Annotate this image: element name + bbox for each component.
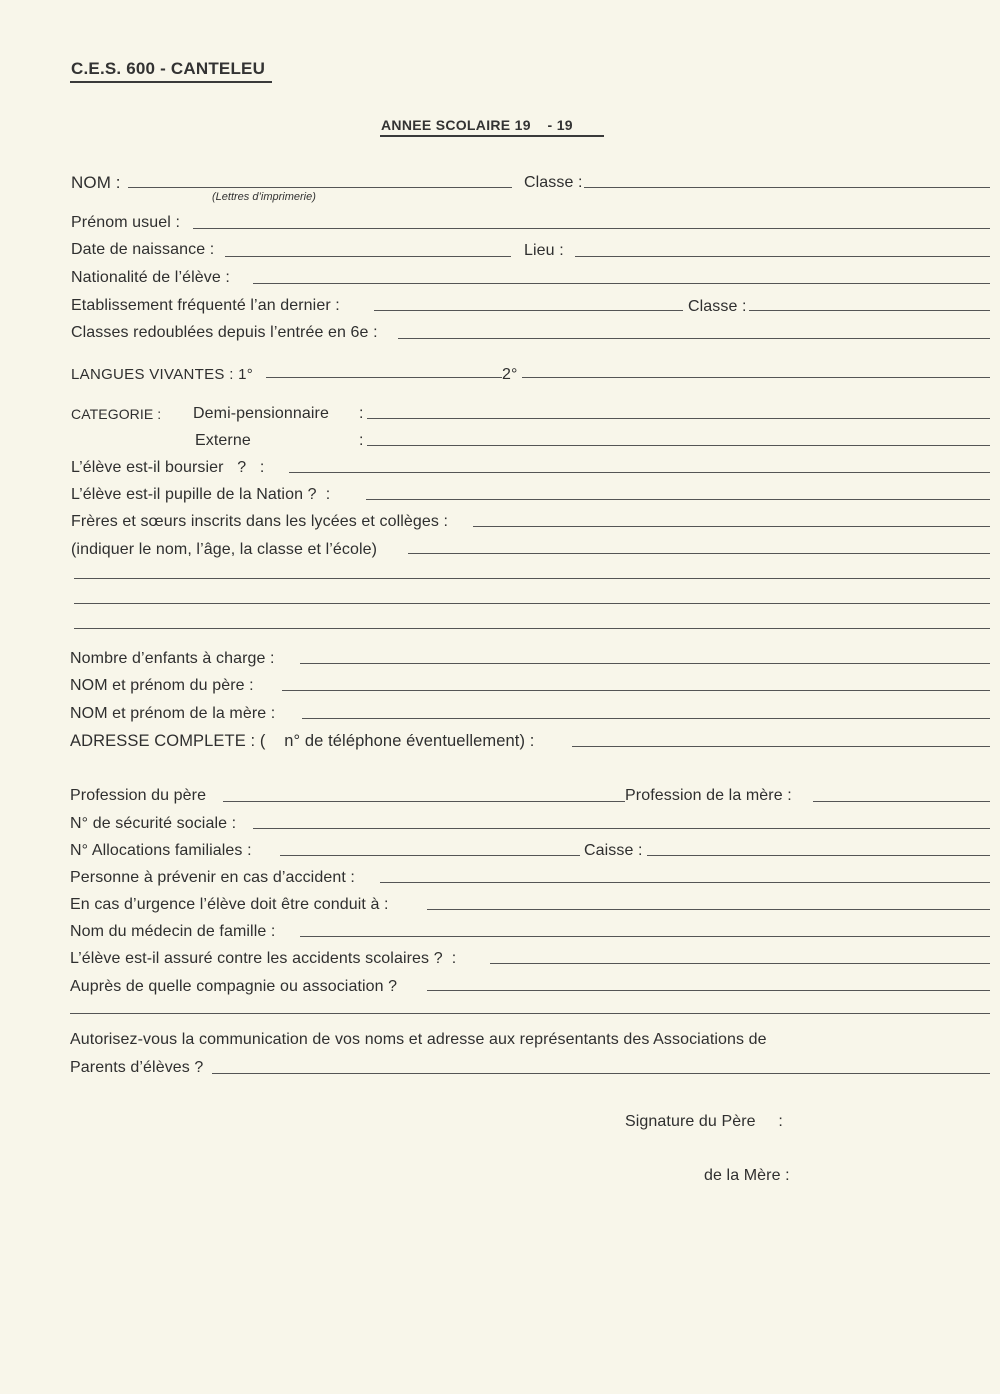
assure-line[interactable] bbox=[490, 963, 990, 964]
prenom-label: Prénom usuel : bbox=[71, 214, 181, 231]
compagnie-line[interactable] bbox=[427, 990, 990, 991]
profession-mere-line[interactable] bbox=[813, 801, 990, 802]
mere-line[interactable] bbox=[302, 718, 990, 719]
school-name: C.E.S. 600 - CANTELEU bbox=[71, 59, 266, 78]
school-name-underline bbox=[70, 81, 272, 83]
pere-label: NOM et prénom du père : bbox=[70, 677, 254, 694]
nom-label: NOM : bbox=[71, 173, 121, 192]
externe-label: Externe bbox=[195, 432, 251, 449]
nationalite-line[interactable] bbox=[253, 283, 990, 284]
redoublees-line[interactable] bbox=[398, 338, 990, 339]
langue1-line[interactable] bbox=[266, 377, 502, 378]
categorie-label: CATEGORIE : bbox=[71, 406, 162, 422]
securite-label: N° de sécurité sociale : bbox=[70, 815, 237, 832]
allocations-line[interactable] bbox=[280, 855, 580, 856]
parents-line[interactable] bbox=[212, 1073, 990, 1074]
caisse-label: Caisse : bbox=[584, 842, 643, 859]
pere-line[interactable] bbox=[282, 690, 990, 691]
school-year-underline bbox=[380, 135, 604, 137]
assure-label: L’élève est-il assuré contre les accidents scolaires ? : bbox=[70, 950, 457, 967]
freres-extra-line-2[interactable] bbox=[74, 603, 990, 604]
langue2-line[interactable] bbox=[522, 377, 990, 378]
medecin-line[interactable] bbox=[300, 936, 990, 937]
enfants-label: Nombre d’enfants à charge : bbox=[70, 650, 275, 667]
classe2-label: Classe : bbox=[688, 298, 747, 315]
caisse-line[interactable] bbox=[647, 855, 990, 856]
allocations-label: N° Allocations familiales : bbox=[70, 842, 252, 859]
compagnie-extra-line[interactable] bbox=[70, 1013, 990, 1014]
langues-label: LANGUES VIVANTES : 1° bbox=[71, 366, 254, 383]
freres-extra-line-3[interactable] bbox=[74, 628, 990, 629]
securite-line[interactable] bbox=[253, 828, 990, 829]
parents-label: Parents d’élèves ? bbox=[70, 1059, 204, 1076]
urgence-line[interactable] bbox=[427, 909, 990, 910]
lieu-label: Lieu : bbox=[524, 242, 564, 259]
date-naissance-line[interactable] bbox=[225, 256, 511, 257]
enfants-line[interactable] bbox=[300, 663, 990, 664]
etablissement-label: Etablissement fréquenté l’an dernier : bbox=[71, 297, 340, 314]
demi-pensionnaire-colon: : bbox=[359, 405, 364, 422]
urgence-label: En cas d’urgence l’élève doit être conduit à : bbox=[70, 896, 389, 913]
autorisez-text: Autorisez-vous la communication de vos noms et adresse aux représentants des Associations de bbox=[70, 1031, 767, 1048]
compagnie-label: Auprès de quelle compagnie ou association ? bbox=[70, 978, 398, 995]
pupille-label: L’élève est-il pupille de la Nation ? : bbox=[71, 486, 331, 503]
classe-label: Classe : bbox=[524, 174, 583, 191]
redoublees-label: Classes redoublées depuis l’entrée en 6e : bbox=[71, 324, 378, 341]
demi-pensionnaire-line[interactable] bbox=[367, 418, 990, 419]
date-naissance-label: Date de naissance : bbox=[71, 241, 215, 258]
nationalite-label: Nationalité de l’élève : bbox=[71, 269, 230, 286]
signature-pere-label: Signature du Père : bbox=[625, 1113, 783, 1130]
nom-hint: (Lettres d’imprimerie) bbox=[212, 191, 316, 203]
freres-line[interactable] bbox=[473, 526, 990, 527]
school-year: ANNEE SCOLAIRE 19 - 19 bbox=[381, 117, 573, 133]
externe-colon: : bbox=[359, 432, 364, 449]
boursier-label: L’élève est-il boursier ? : bbox=[71, 459, 265, 476]
prevenir-line[interactable] bbox=[380, 882, 990, 883]
prenom-line[interactable] bbox=[193, 228, 990, 229]
demi-pensionnaire-label: Demi-pensionnaire bbox=[193, 405, 329, 422]
etablissement-line[interactable] bbox=[374, 310, 683, 311]
langue2-label: 2° bbox=[502, 366, 518, 383]
nom-line[interactable] bbox=[128, 187, 512, 188]
freres-label: Frères et sœurs inscrits dans les lycées et collèges : bbox=[71, 513, 449, 530]
classe2-line[interactable] bbox=[749, 310, 990, 311]
boursier-line[interactable] bbox=[289, 472, 990, 473]
medecin-label: Nom du médecin de famille : bbox=[70, 923, 276, 940]
adresse-line[interactable] bbox=[572, 746, 990, 747]
pupille-line[interactable] bbox=[366, 499, 990, 500]
adresse-label: ADRESSE COMPLETE : ( n° de téléphone éventuellement) : bbox=[70, 732, 535, 750]
externe-line[interactable] bbox=[367, 445, 990, 446]
indiquer-label: (indiquer le nom, l’âge, la classe et l’école) bbox=[71, 541, 378, 558]
profession-pere-line[interactable] bbox=[223, 801, 625, 802]
profession-mere-label: Profession de la mère : bbox=[625, 787, 792, 804]
profession-pere-label: Profession du père bbox=[70, 787, 207, 804]
classe-line[interactable] bbox=[584, 187, 990, 188]
prevenir-label: Personne à prévenir en cas d’accident : bbox=[70, 869, 355, 886]
mere-label: NOM et prénom de la mère : bbox=[70, 705, 276, 722]
lieu-line[interactable] bbox=[575, 256, 990, 257]
indiquer-line[interactable] bbox=[408, 553, 990, 554]
freres-extra-line-1[interactable] bbox=[74, 578, 990, 579]
signature-mere-label: de la Mère : bbox=[704, 1167, 790, 1184]
